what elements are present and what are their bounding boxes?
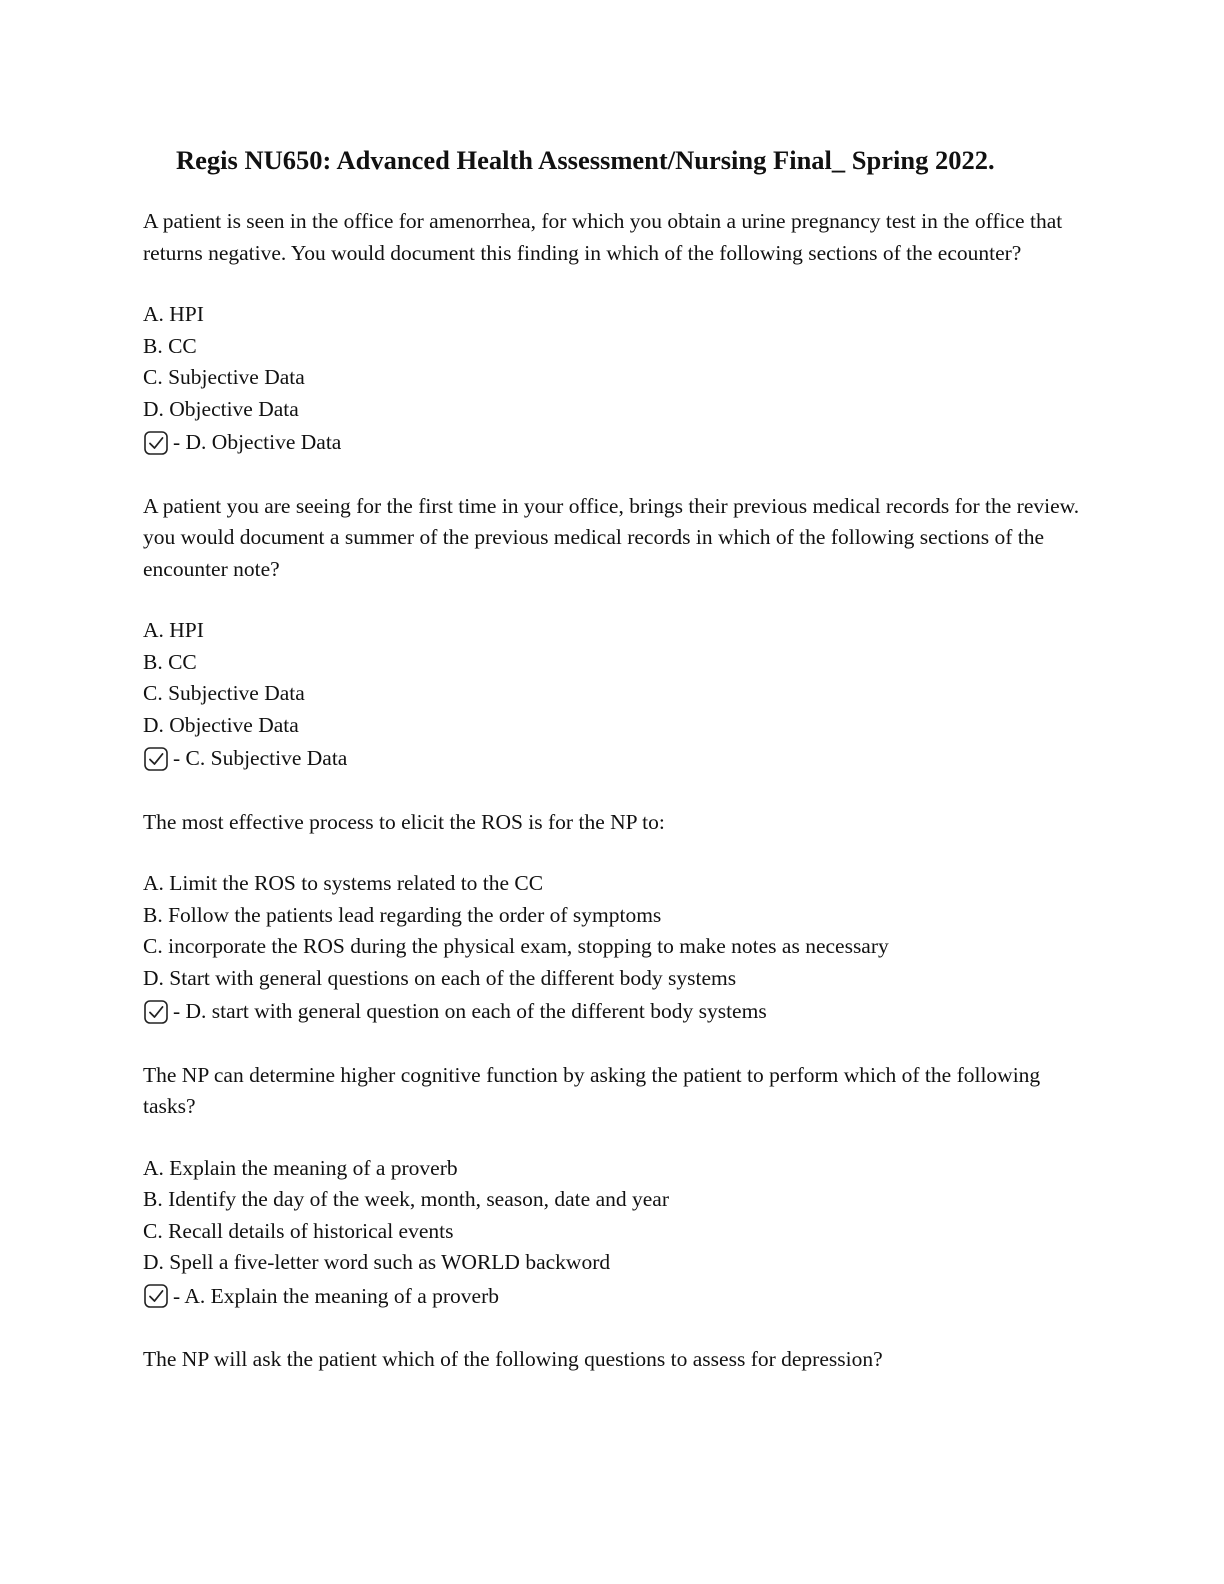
question-1 [143, 206, 1083, 459]
option-d: D. Spell a five-letter word such as WORLD backword [143, 1250, 611, 1274]
option-d: D. Objective Data [143, 396, 299, 421]
answer-line [143, 996, 1083, 1028]
option-b: B. Identify the day of the week, month, season, date and year [143, 1187, 669, 1211]
question-4 [143, 1060, 1083, 1313]
answer-text: - C. Subjective Data [173, 746, 348, 770]
option-b: B. CC [143, 333, 197, 358]
question-2 [143, 491, 1083, 775]
document-title: Regis NU650: Advanced Health Assessment/Nursing Final_ Spring 2022. [176, 145, 995, 175]
checkbox-check-icon [143, 999, 169, 1025]
option-list [143, 868, 1083, 994]
option-c: C. incorporate the ROS during the physical exam, stopping to make notes as necessary [143, 934, 889, 958]
option-c: C. Subjective Data [143, 681, 305, 705]
option-b: B. CC [143, 649, 197, 674]
answer-line [143, 427, 1083, 459]
option-a: A. Explain the meaning of a proverb [143, 1155, 458, 1180]
question-text: The NP can determine higher cognitive function by asking the patient to perform which of the following tasks? [143, 1062, 1041, 1118]
option-a: A. Limit the ROS to systems related to the CC [143, 871, 544, 895]
question-5 [143, 1344, 1083, 1376]
option-a: A. HPI [143, 618, 204, 642]
option-list [143, 1153, 1083, 1279]
option-d: D. Objective Data [143, 712, 299, 737]
question-text: A patient is seen in the office for amenorrhea, for which you obtain a urine pregnancy test in the office that returns negative. You would document this finding in which of the following sections of the ecounter? [143, 209, 1063, 265]
option-c: C. Subjective Data [143, 365, 305, 389]
answer-text: - D. Objective Data [173, 430, 342, 454]
question-3 [143, 807, 1083, 1028]
option-list [143, 615, 1083, 741]
question-text: The most effective process to elicit the ROS is for the NP to: [143, 809, 665, 834]
option-list [143, 299, 1083, 425]
option-d: D. Start with general questions on each of the different body systems [143, 965, 737, 990]
option-c: C. Recall details of historical events [143, 1218, 454, 1243]
answer-text: - A. Explain the meaning of a proverb [173, 1283, 499, 1308]
question-text: The NP will ask the patient which of the following questions to assess for depression? [143, 1347, 883, 1371]
checkbox-check-icon [143, 746, 169, 772]
document-page [143, 140, 1083, 1376]
answer-line [143, 1281, 1083, 1313]
option-a: A. HPI [143, 302, 204, 326]
option-b: B. Follow the patients lead regarding the order of symptoms [143, 902, 662, 927]
question-text: A patient you are seeing for the first time in your office, brings their previous medical records for the review. you would document a summer of the previous medical records in which of the following sections of the encounter note? [143, 493, 1080, 581]
answer-line [143, 743, 1083, 775]
answer-text: - D. start with general question on each of the different body systems [173, 999, 767, 1023]
checkbox-check-icon [143, 430, 169, 456]
checkbox-check-icon [143, 1283, 169, 1309]
